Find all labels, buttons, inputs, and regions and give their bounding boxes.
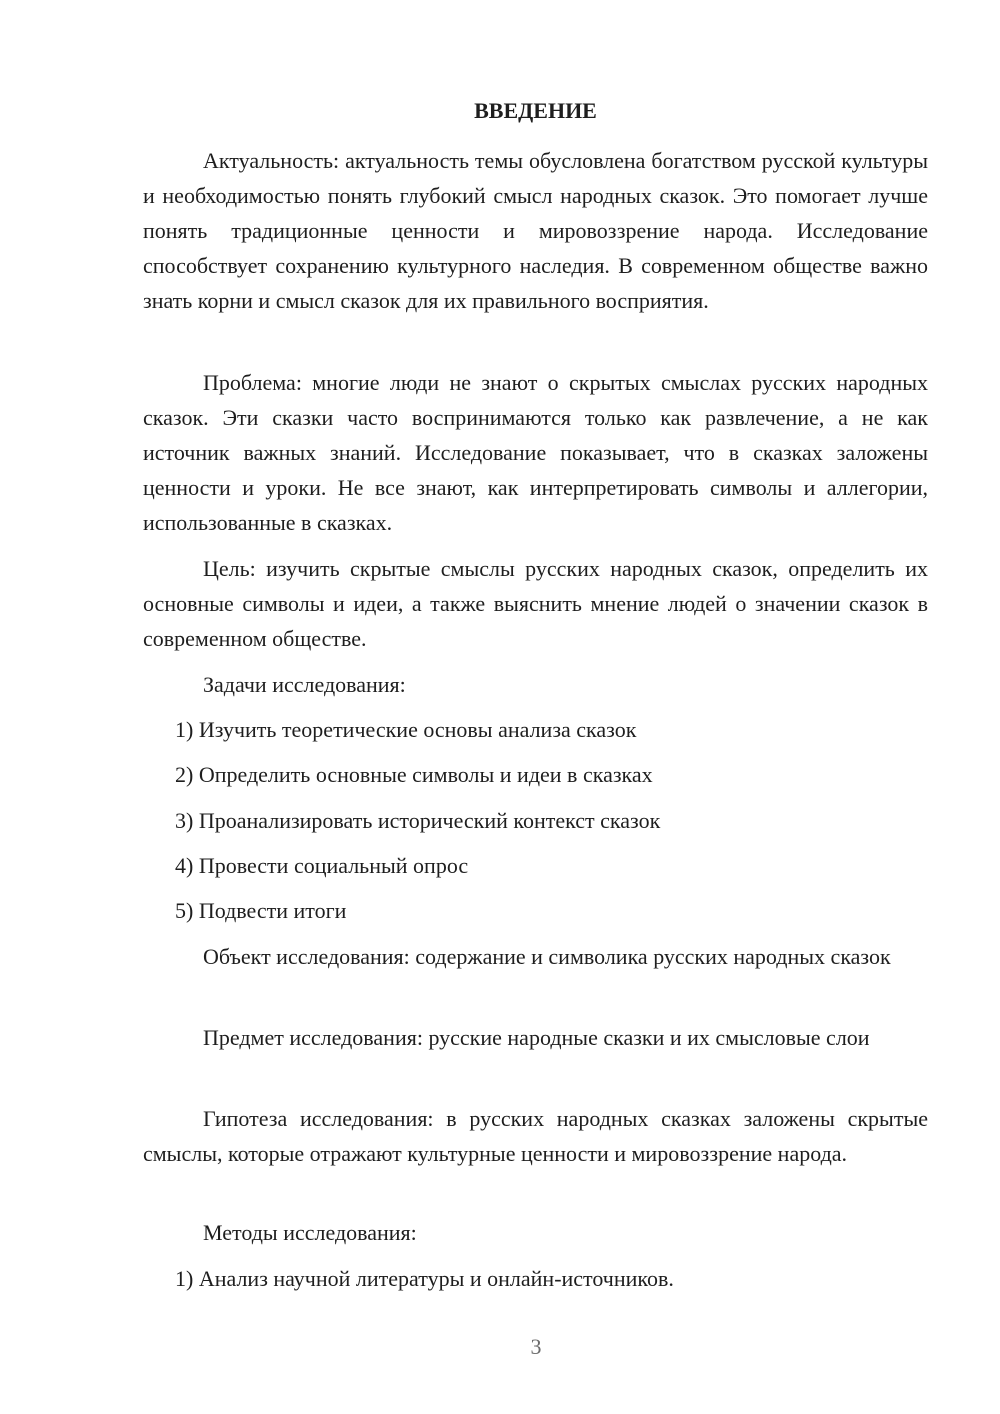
object-paragraph: Объект исследования: содержание и символика русских народных сказок	[203, 944, 891, 969]
task-item: 2) Определить основные символы и идеи в сказках	[175, 762, 653, 787]
tasks-heading: Задачи исследования:	[203, 672, 406, 697]
section-title: ВВЕДЕНИЕ	[474, 98, 597, 123]
problem-paragraph: Проблема: многие люди не знают о скрытых смыслах русских народных сказок. Эти сказки часто воспринимаются только как развлечение, а не как источник важных знаний. Исследование показывает, что в сказках заложены ценности и уроки. Не все знают, как интерпретировать символы и аллегории, использованные в сказках.	[143, 370, 928, 535]
goal-paragraph: Цель: изучить скрытые смыслы русских народных сказок, определить их основные символы и идеи, а также выяснить мнение людей о значении сказок в современном обществе.	[143, 556, 928, 651]
subject-paragraph: Предмет исследования: русские народные сказки и их смысловые слои	[203, 1025, 870, 1050]
task-item: 3) Проанализировать исторический контекст сказок	[175, 808, 661, 833]
method-item: 1) Анализ научной литературы и онлайн-источников.	[175, 1266, 674, 1291]
methods-heading: Методы исследования:	[203, 1220, 417, 1245]
hypothesis-paragraph: Гипотеза исследования: в русских народных сказках заложены скрытые смыслы, которые отражают культурные ценности и мировоззрение народа.	[143, 1106, 928, 1166]
task-item: 1) Изучить теоретические основы анализа сказок	[175, 717, 637, 742]
task-item: 5) Подвести итоги	[175, 898, 347, 923]
relevance-paragraph: Актуальность: актуальность темы обусловлена богатством русской культуры и необходимостью понять глубокий смысл народных сказок. Это помогает лучше понять традиционные ценности и мировоззрение народа. Исследование способствует сохранению культурного наследия. В современном обществе важно знать корни и смысл сказок для их правильного восприятия.	[143, 148, 928, 313]
task-item: 4) Провести социальный опрос	[175, 853, 469, 878]
page-number: 3	[530, 1334, 542, 1359]
